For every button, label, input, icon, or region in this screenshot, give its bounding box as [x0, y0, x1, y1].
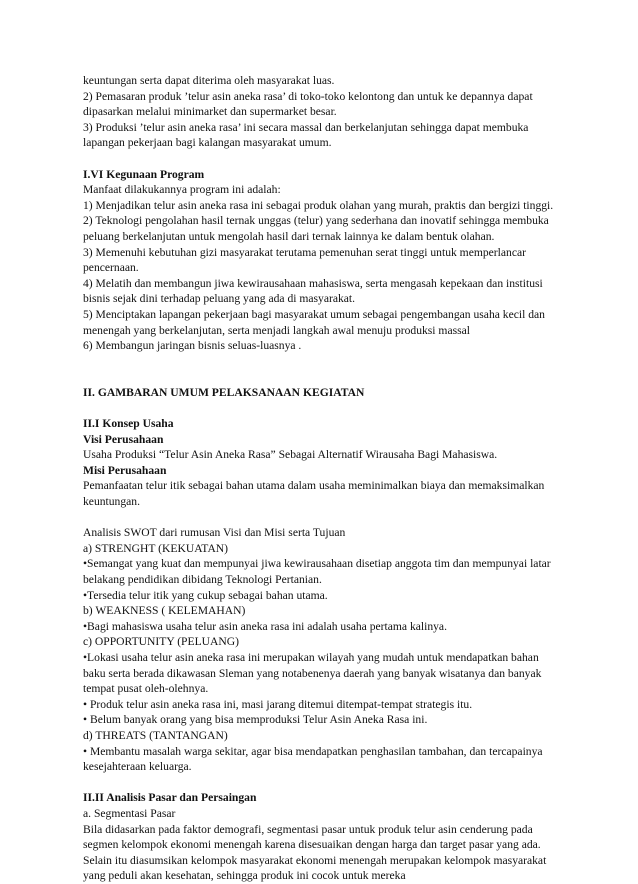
text-line: bisnis sejak dini terhadap peluang yang ada di masyarakat. [83, 292, 356, 306]
text-line: b) WEAKNESS ( KELEMAHAN) [83, 604, 246, 618]
section-kegunaan-program [83, 167, 553, 354]
subheading-misi: Misi Perusahaan [83, 463, 167, 477]
section-analisis-pasar [83, 790, 553, 884]
text-line: menengah yang berkelanjutan, serta menjadi langkah awal menuju produksi massal [83, 323, 470, 337]
text-line: • Produk telur asin aneka rasa ini, masi jarang ditemui ditempat-tempat strategis itu. [83, 697, 473, 711]
text-line: d) THREATS (TANTANGAN) [83, 728, 228, 742]
text-line: • Membantu masalah warga sekitar, agar bisa mendapatkan penghasilan tambahan, dan tercapainya [83, 744, 543, 758]
text-line: dipasarkan melalui minimarket dan supermarket besar. [83, 105, 337, 119]
text-line: belakang pendidikan dibidang Teknologi Pertanian. [83, 573, 322, 586]
text-line: baku serta berada dikawasan Sleman yang notabenenya daerah yang banyak wisatanya dan banyak [83, 666, 542, 680]
text-line: • Belum banyak orang yang bisa memproduksi Telur Asin Aneka Rasa ini. [83, 713, 428, 727]
chapter-heading: II. GAMBARAN UMUM PELAKSANAAN KEGIATAN [83, 385, 365, 399]
section-heading: II.I Konsep Usaha [83, 417, 174, 431]
text-line: lapangan pekerjaan bagi kalangan masyarakat umum. [83, 136, 332, 150]
text-line: 5) Menciptakan lapangan pekerjaan bagi masyarakat umum sebagai pengembangan usaha kecil dan [83, 307, 545, 321]
text-line: a. Segmentasi Pasar [83, 806, 176, 820]
text-line: keuntungan. [83, 495, 140, 509]
text-line: Bila didasarkan pada faktor demografi, segmentasi pasar untuk produk telur asin cenderung pada [83, 822, 533, 836]
text-line: •Lokasi usaha telur asin aneka rasa ini merupakan wilayah yang mudah untuk mendapatkan bahan [83, 650, 539, 664]
text-line: •Semangat yang kuat dan mempunyai jiwa kewirausahaan disetiap anggota tim dan mempunyai latar [83, 557, 551, 571]
text-line: •Bagi mahasiswa usaha telur asin aneka rasa ini adalah usaha pertama kalinya. [83, 619, 447, 633]
text-line: Analisis SWOT dari rumusan Visi dan Misi serta Tujuan [83, 526, 346, 540]
document-page [83, 73, 553, 884]
text-line: yang peduli akan kesehatan, sehingga produk ini cocok untuk mereka [83, 869, 406, 883]
text-line: 3) Memenuhi kebutuhan gizi masyarakat terutama pemenuhan serat tinggi untuk memperlancar [83, 245, 526, 259]
text-line: pencernaan. [83, 261, 139, 275]
text-line: 1) Menjadikan telur asin aneka rasa ini sebagai produk olahan yang murah, praktis dan bergizi tinggi. [83, 198, 554, 212]
text-line: 2) Teknologi pengolahan hasil ternak unggas (telur) yang sederhana dan inovatif sehingga membuka [83, 214, 549, 228]
text-line: 4) Melatih dan membangun jiwa kewirausahaan mahasiswa, serta mengasah kepekaan dan institusi [83, 276, 543, 290]
text-line: •Tersedia telur itik yang cukup sebagai bahan utama. [83, 588, 328, 602]
section-heading: II.II Analisis Pasar dan Persaingan [83, 791, 257, 805]
section-konsep-usaha [83, 416, 553, 775]
section-gambaran-umum [83, 385, 553, 401]
text-line: kesejahteraan keluarga. [83, 760, 192, 774]
intro-block [83, 73, 553, 151]
text-line: keuntungan serta dapat diterima oleh masyarakat luas. [83, 74, 335, 87]
text-line: 3) Produksi ’telur asin aneka rasa’ ini secara massal dan berkelanjutan sehingga dapat membuka [83, 120, 529, 134]
section-heading: I.VI Kegunaan Program [83, 167, 205, 181]
text-line: Usaha Produksi “Telur Asin Aneka Rasa” Sebagai Alternatif Wirausaha Bagi Mahasiswa. [83, 448, 498, 462]
text-line: a) STRENGHT (KEKUATAN) [83, 541, 229, 555]
text-line: Selain itu diasumsikan kelompok masyarakat ekonomi menengah merupakan kelompok masyarakat [83, 853, 547, 867]
text-line: Pemanfaatan telur itik sebagai bahan utama dalam usaha meminimalkan biaya dan memaksimalkan [83, 479, 545, 493]
text-line: peluang berkelanjutan untuk mengolah hasil dari ternak lainnya ke dalam bentuk olahan. [83, 229, 495, 243]
text-line: segmen kelompok ekonomi menengah karena disesuaikan dengan harga dan target pasar yang ada. [83, 838, 541, 852]
text-line: c) OPPORTUNITY (PELUANG) [83, 635, 240, 649]
text-line: 6) Membangun jaringan bisnis seluas-luasnya . [83, 339, 302, 353]
text-line: Manfaat dilakukannya program ini adalah: [83, 183, 281, 197]
subheading-visi: Visi Perusahaan [83, 432, 164, 446]
text-line: 2) Pemasaran produk ’telur asin aneka rasa’ di toko-toko kelontong dan untuk ke depannya dapat [83, 89, 533, 103]
text-line: tempat pusat oleh-olehnya. [83, 682, 209, 696]
